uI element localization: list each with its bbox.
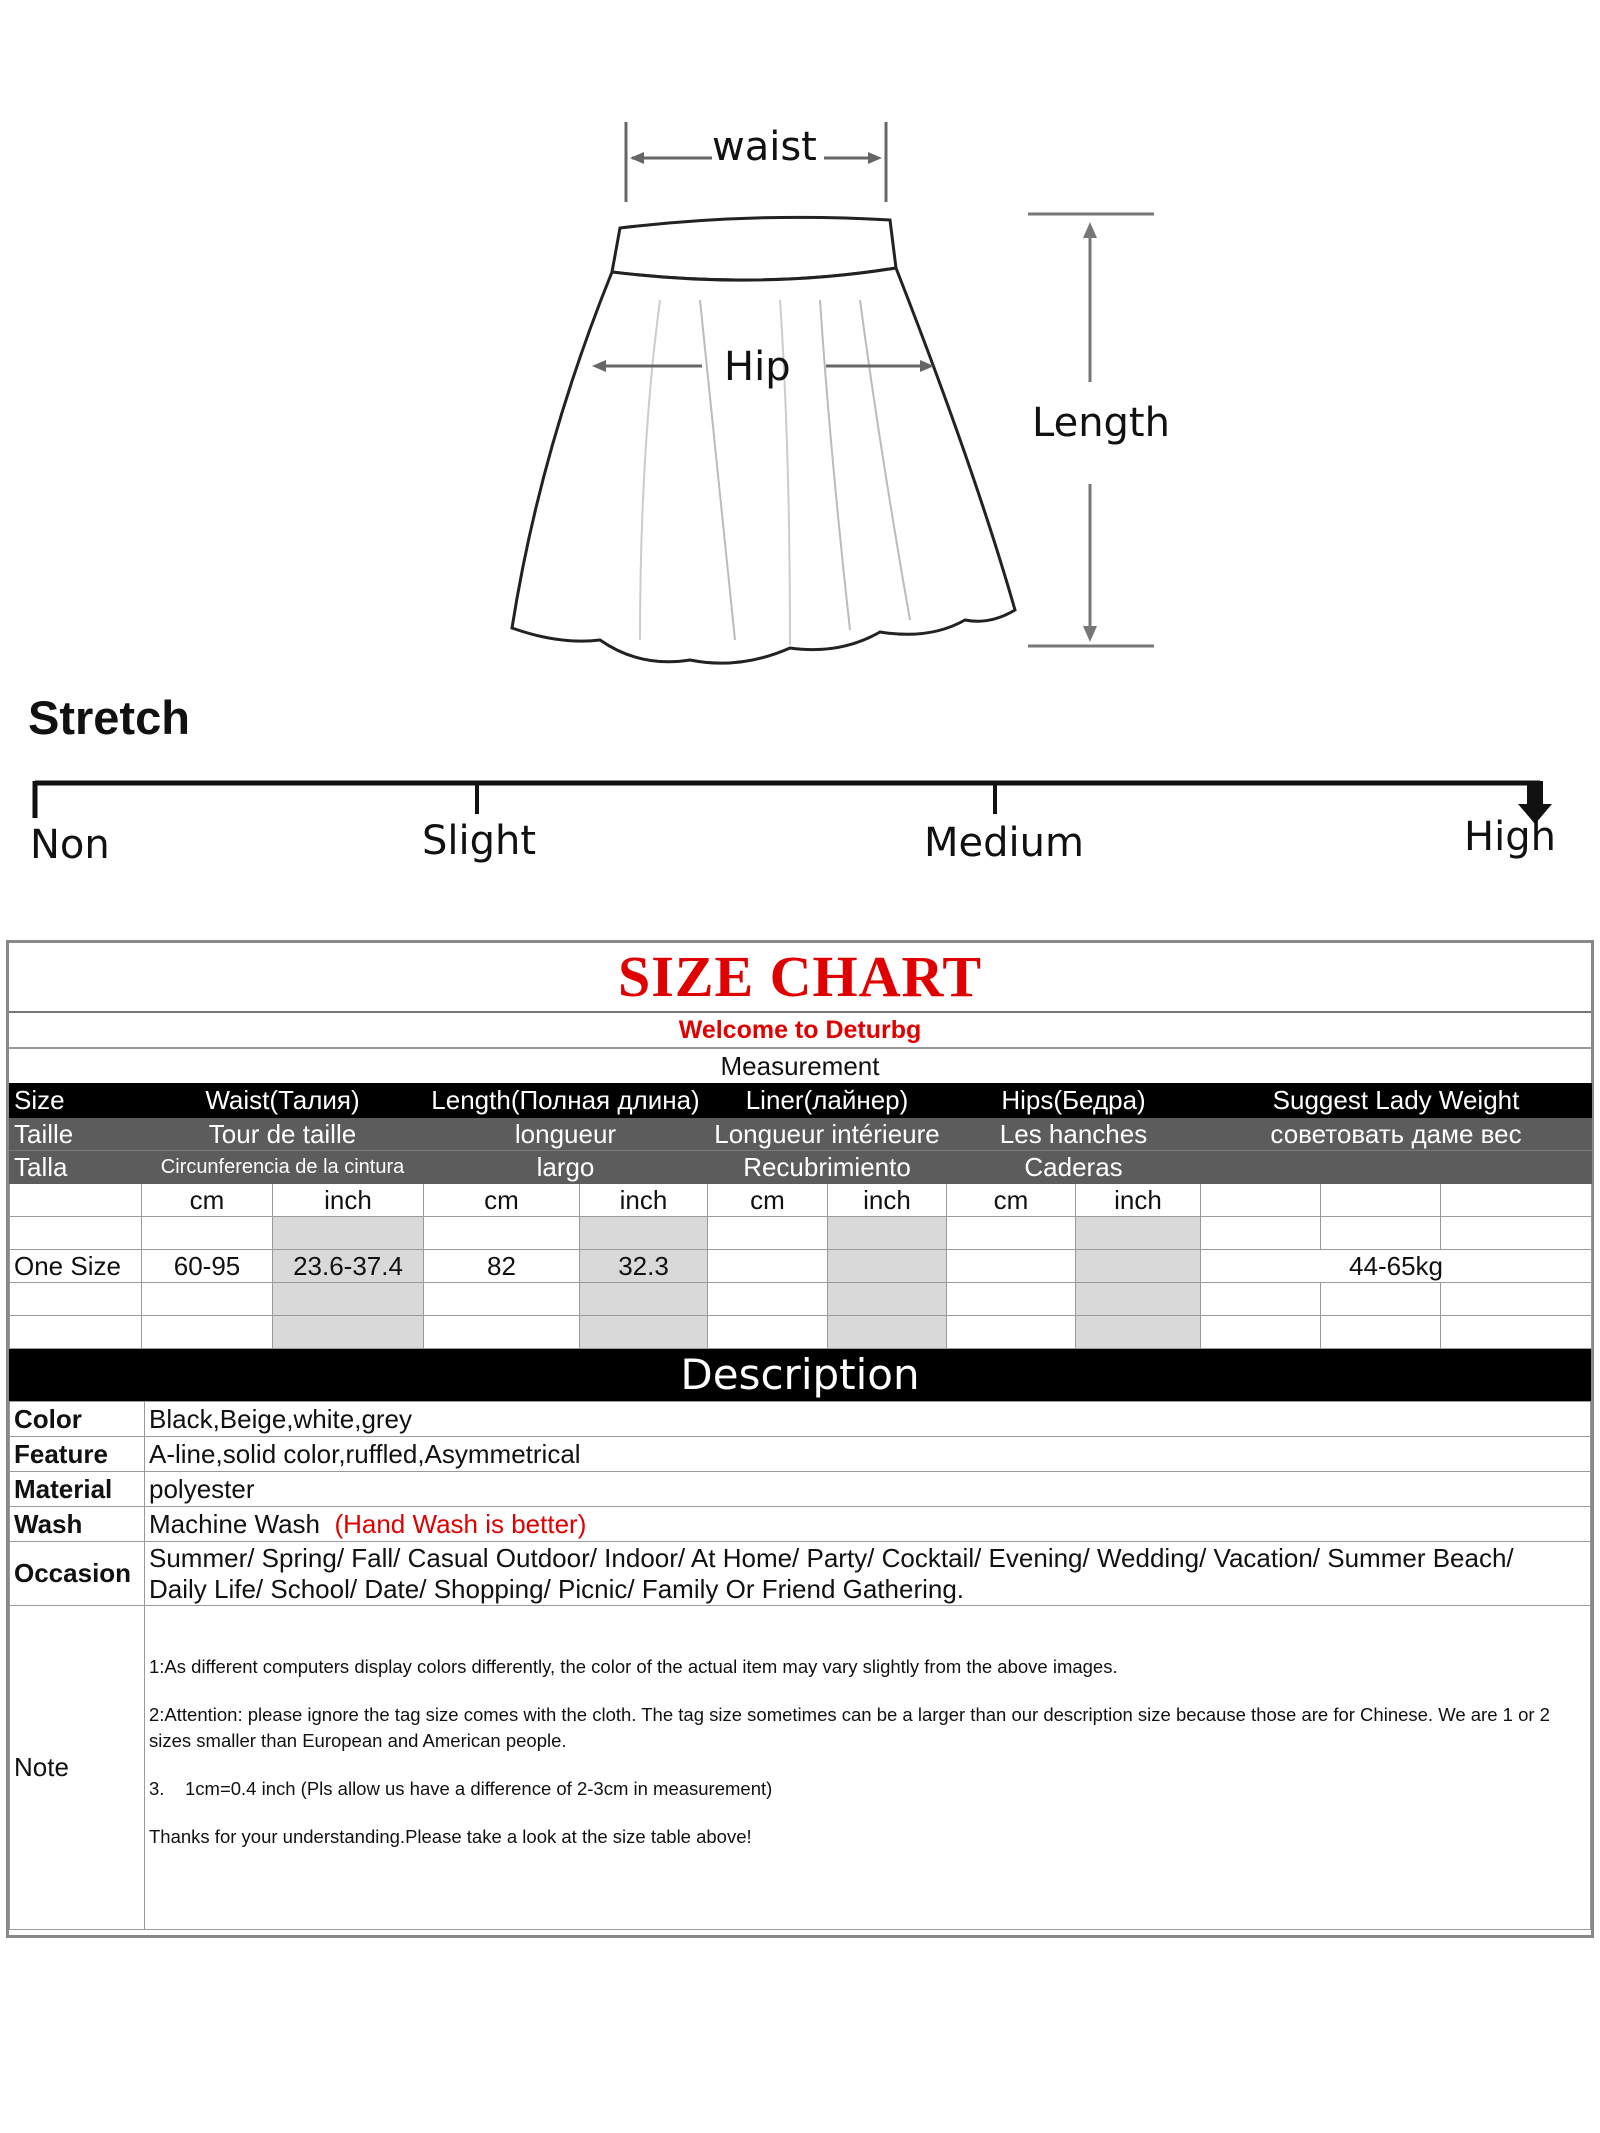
occasion-line-1: Summer/ Spring/ Fall/ Casual Outdoor/ Indoor/ At Home/ Party/ Cocktail/ Evening/ Wedding/ Vacation/ Summer Beach/: [149, 1542, 1514, 1573]
header-les-hanches: Les hanches: [947, 1118, 1201, 1151]
header-row-spanish: [10, 1151, 1592, 1184]
wash-label: Wash: [10, 1507, 145, 1542]
feature-value: A-line,solid color,ruffled,Asymmetrical: [145, 1437, 1591, 1472]
description-table: [9, 1401, 1591, 1930]
length-label: Length: [1032, 400, 1170, 446]
desc-row-note: [10, 1606, 1591, 1930]
desc-row-color: [10, 1402, 1591, 1437]
unit-length-cm: cm: [424, 1184, 580, 1217]
unit-waist-inch: inch: [273, 1184, 424, 1217]
header-tour-de-taille: Tour de taille: [142, 1118, 424, 1151]
size-chart-title: SIZE CHART: [617, 944, 983, 1009]
unit-hips-cm: cm: [947, 1184, 1076, 1217]
header-weight-es: [1201, 1151, 1592, 1184]
material-label: Material: [10, 1472, 145, 1507]
stretch-scale: [0, 770, 1600, 850]
hips-inch-value: [1076, 1250, 1201, 1283]
desc-row-occasion: [10, 1542, 1591, 1606]
header-talla: Talla: [10, 1151, 142, 1184]
size-one-size: One Size: [10, 1250, 142, 1283]
color-label: Color: [10, 1402, 145, 1437]
note-3: 3. 1cm=0.4 inch (Pls allow us have a difference of 2-3cm in measurement): [149, 1778, 773, 1799]
feature-label: Feature: [10, 1437, 145, 1472]
note-2: 2:Attention: please ignore the tag size comes with the cloth. The tag size sometimes can be a larger than our description size because those are for Chinese. We are 1 or 2 sizes smaller than European and American people.: [149, 1704, 1550, 1751]
units-row: [10, 1184, 1592, 1217]
header-row-french: [10, 1118, 1592, 1151]
unit-liner-cm: cm: [708, 1184, 828, 1217]
unit-liner-inch: inch: [828, 1184, 947, 1217]
units-empty: [10, 1184, 142, 1217]
size-table: [9, 1083, 1592, 1349]
wash-note: (Hand Wash is better): [334, 1508, 587, 1539]
description-title: Description: [9, 1349, 1591, 1401]
size-chart-title-row: [9, 943, 1591, 1013]
table-row: [10, 1217, 1592, 1250]
color-value: Black,Beige,white,grey: [145, 1402, 1591, 1437]
stretch-level-medium: Medium: [924, 820, 1084, 866]
header-waist: Waist(Талия): [142, 1084, 424, 1118]
occasion-label: Occasion: [10, 1542, 145, 1606]
table-row: [10, 1283, 1592, 1316]
header-longueur-interieure: Longueur intérieure: [708, 1118, 947, 1151]
unit-waist-cm: cm: [142, 1184, 273, 1217]
note-1: 1:As different computers display colors differently, the color of the actual item may vary slightly from the above images.: [149, 1656, 1118, 1677]
hips-cm-value: [947, 1250, 1076, 1283]
weight-value: 44-65kg: [1201, 1250, 1592, 1283]
size-chart: [6, 940, 1594, 1938]
stretch-level-high: High: [1464, 814, 1556, 860]
material-value: polyester: [145, 1472, 1591, 1507]
header-weight-ru: советовать даме вес: [1201, 1118, 1592, 1151]
header-row-english: [10, 1084, 1592, 1118]
skirt-measurement-diagram: [0, 0, 1600, 700]
header-length: Length(Полная длина): [424, 1084, 708, 1118]
table-row-one-size: [10, 1250, 1592, 1283]
header-circunferencia: Circunferencia de la cintura: [142, 1151, 424, 1184]
header-size: Size: [10, 1084, 142, 1118]
occasion-line-2: Daily Life/ School/ Date/ Shopping/ Picnic/ Family Or Friend Gathering.: [149, 1573, 965, 1604]
waist-inch-value: 23.6-37.4: [273, 1250, 424, 1283]
header-liner: Liner(лайнер): [708, 1084, 947, 1118]
unit-length-inch: inch: [580, 1184, 708, 1217]
header-largo: largo: [424, 1151, 708, 1184]
desc-row-material: [10, 1472, 1591, 1507]
waist-cm-value: 60-95: [142, 1250, 273, 1283]
hip-label: Hip: [724, 344, 791, 390]
stretch-level-slight: Slight: [422, 818, 537, 864]
measurement-label: Measurement: [720, 1051, 880, 1081]
desc-row-wash: [10, 1507, 1591, 1542]
header-longueur: longueur: [424, 1118, 708, 1151]
stretch-title: Stretch: [28, 691, 190, 744]
table-row: [10, 1316, 1592, 1349]
header-hips: Hips(Бедра): [947, 1084, 1201, 1118]
skirt-illustration: [0, 0, 1600, 700]
welcome-text: Welcome to Deturbg: [9, 1013, 1591, 1049]
header-weight: Suggest Lady Weight: [1201, 1084, 1592, 1118]
length-inch-value: 32.3: [580, 1250, 708, 1283]
note-label: Note: [10, 1606, 145, 1930]
header-recubrimiento: Recubrimiento: [708, 1151, 947, 1184]
desc-row-feature: [10, 1437, 1591, 1472]
length-cm-value: 82: [424, 1250, 580, 1283]
wash-value: Machine Wash: [149, 1508, 320, 1539]
note-4: Thanks for your understanding.Please take a look at the size table above!: [149, 1826, 752, 1847]
waist-label: waist: [712, 124, 817, 170]
liner-inch-value: [828, 1250, 947, 1283]
liner-cm-value: [708, 1250, 828, 1283]
stretch-level-non: Non: [30, 822, 110, 868]
header-taille: Taille: [10, 1118, 142, 1151]
unit-hips-inch: inch: [1076, 1184, 1201, 1217]
header-caderas: Caderas: [947, 1151, 1201, 1184]
